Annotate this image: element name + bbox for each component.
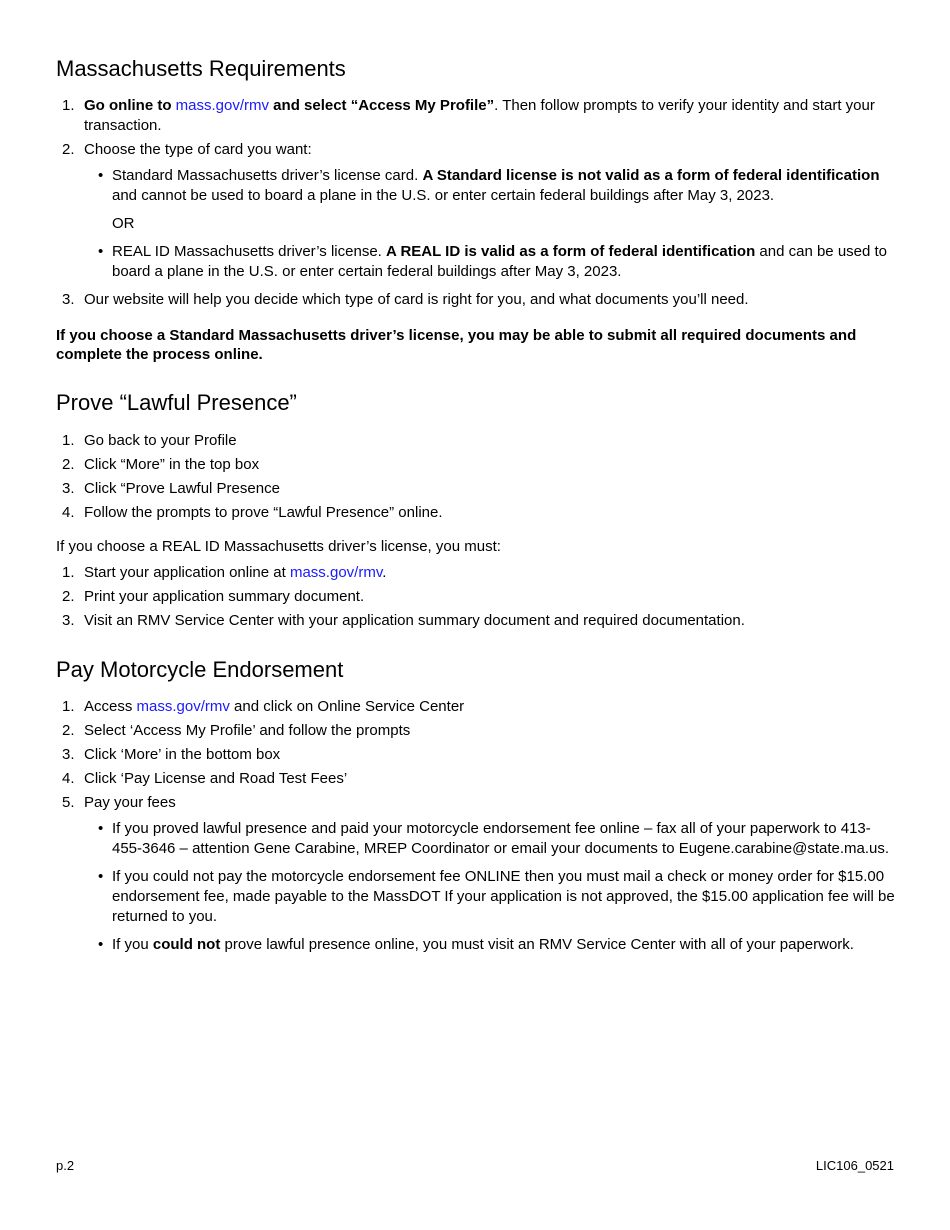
card-type-list <box>84 166 896 206</box>
item-text: Click “More” in the top box <box>84 455 260 473</box>
item-text: If you proved lawful presence and paid your motorcycle endorsement fee online – fax all of your paperwork to 413-455-3646 – attention Gene Carabine, MREP Coordinator or email your documents to Eugene.carabine@state.ma.us. <box>112 820 890 858</box>
item-text: REAL ID Massachusetts driver’s license. <box>112 243 386 261</box>
list-item <box>56 503 896 523</box>
item-text: and cannot be used to board a plane in the U.S. or enter certain federal buildings after May 3, 2023. <box>112 187 775 205</box>
item-number: 1. <box>62 698 75 716</box>
standard-license-note: If you choose a Standard Massachusetts driver’s license, you may be able to submit all required documents and complete the process online. <box>56 327 857 364</box>
rmv-link[interactable]: mass.gov/rmv <box>175 97 270 115</box>
item-text: If you <box>112 936 153 954</box>
item-text: Click “Prove Lawful Presence <box>84 479 280 497</box>
list-item <box>56 96 896 136</box>
item-number: 5. <box>62 794 75 812</box>
item-text: Print your application summary document. <box>84 587 365 605</box>
item-text: Click ‘More’ in the bottom box <box>84 746 281 764</box>
list-item <box>84 935 896 955</box>
item-number: 3. <box>62 746 75 764</box>
rmv-link[interactable]: mass.gov/rmv <box>289 563 383 581</box>
item-text: If you could not pay the motorcycle endorsement fee ONLINE then you must mail a check or money order for $15.00 endorsement fee, made payable to the MassDOT If your application is not approved, the $15.00 application fee will be returned to you. <box>112 868 895 926</box>
item-number: 3. <box>62 291 75 309</box>
list-item <box>56 455 896 475</box>
item-text-bold: A REAL ID is valid as a form of federal identification <box>386 243 756 261</box>
list-item <box>56 697 896 717</box>
real-id-intro: If you choose a REAL ID Massachusetts driver’s license, you must: <box>56 537 501 555</box>
list-item <box>56 745 896 765</box>
item-number: 2. <box>62 141 75 159</box>
item-text: Access <box>84 698 137 716</box>
card-type-list <box>84 242 896 282</box>
document-page <box>56 56 896 963</box>
list-item <box>56 587 896 607</box>
item-number: 3. <box>62 611 75 629</box>
list-item <box>56 431 896 451</box>
item-text: and can be used to board a plane in the U.S. or enter certain federal buildings after May 3, 2023. <box>112 243 888 281</box>
item-text-bold: A Standard license is not valid as a form of federal identification <box>422 167 880 185</box>
bullet-icon: • <box>98 936 104 954</box>
lawful-presence-list <box>56 431 896 523</box>
item-number: 2. <box>62 722 75 740</box>
form-code: LIC106_0521 <box>815 1158 894 1173</box>
or-separator: OR <box>112 215 135 233</box>
item-number: 4. <box>62 503 75 521</box>
heading-requirements: Massachusetts Requirements <box>56 56 346 81</box>
list-item <box>56 721 896 741</box>
fees-list <box>84 819 896 955</box>
item-text: and click on Online Service Center <box>229 698 465 716</box>
list-item <box>56 611 896 631</box>
item-text: Select ‘Access My Profile’ and follow the prompts <box>84 722 411 740</box>
list-item <box>56 479 896 499</box>
item-text: Click ‘Pay License and Road Test Fees’ <box>84 770 348 788</box>
item-number: 1. <box>62 431 75 449</box>
list-item <box>56 290 896 310</box>
item-text: . <box>382 563 387 581</box>
list-item <box>84 867 896 927</box>
bullet-icon: • <box>98 820 104 838</box>
heading-lawful-presence: Prove “Lawful Presence” <box>56 390 297 416</box>
motorcycle-list <box>56 697 896 955</box>
item-number: 3. <box>62 479 75 497</box>
item-text: Visit an RMV Service Center with your application summary document and required documentation. <box>84 611 745 629</box>
list-item <box>56 140 896 282</box>
item-text-bold: Go online to <box>84 97 176 115</box>
list-item <box>56 793 896 955</box>
list-item <box>84 242 896 282</box>
item-text: Our website will help you decide which type of card is right for you, and what documents you’ll need. <box>84 291 749 309</box>
rmv-link[interactable]: mass.gov/rmv <box>136 698 230 716</box>
list-item <box>84 166 896 206</box>
item-text: Pay your fees <box>84 794 176 812</box>
requirements-list <box>56 96 896 310</box>
heading-motorcycle: Pay Motorcycle Endorsement <box>56 656 344 682</box>
real-id-list <box>56 563 896 631</box>
item-number: 2. <box>62 587 75 605</box>
item-text: Standard Massachusetts driver’s license card. <box>112 167 423 185</box>
item-text: Follow the prompts to prove “Lawful Presence” online. <box>84 503 443 521</box>
item-text-bold: and select “Access My Profile” <box>269 97 495 115</box>
item-number: 1. <box>62 563 75 581</box>
item-text: Choose the type of card you want: <box>84 141 312 159</box>
bullet-icon: • <box>98 243 104 261</box>
page-number: p.2 <box>56 1158 75 1173</box>
item-text: prove lawful presence online, you must visit an RMV Service Center with all of your paperwork. <box>220 936 854 954</box>
list-item <box>56 769 896 789</box>
list-item <box>84 819 896 859</box>
item-text: Go back to your Profile <box>84 431 237 449</box>
list-item <box>56 563 896 583</box>
bullet-icon: • <box>98 167 104 185</box>
item-text: . Then follow prompts to verify your identity and start your transaction. <box>84 97 875 135</box>
item-number: 1. <box>62 97 75 115</box>
item-number: 4. <box>62 770 75 788</box>
item-number: 2. <box>62 455 75 473</box>
bullet-icon: • <box>98 868 104 886</box>
item-text: Start your application online at <box>84 563 290 581</box>
item-text-bold: could not <box>152 936 221 954</box>
